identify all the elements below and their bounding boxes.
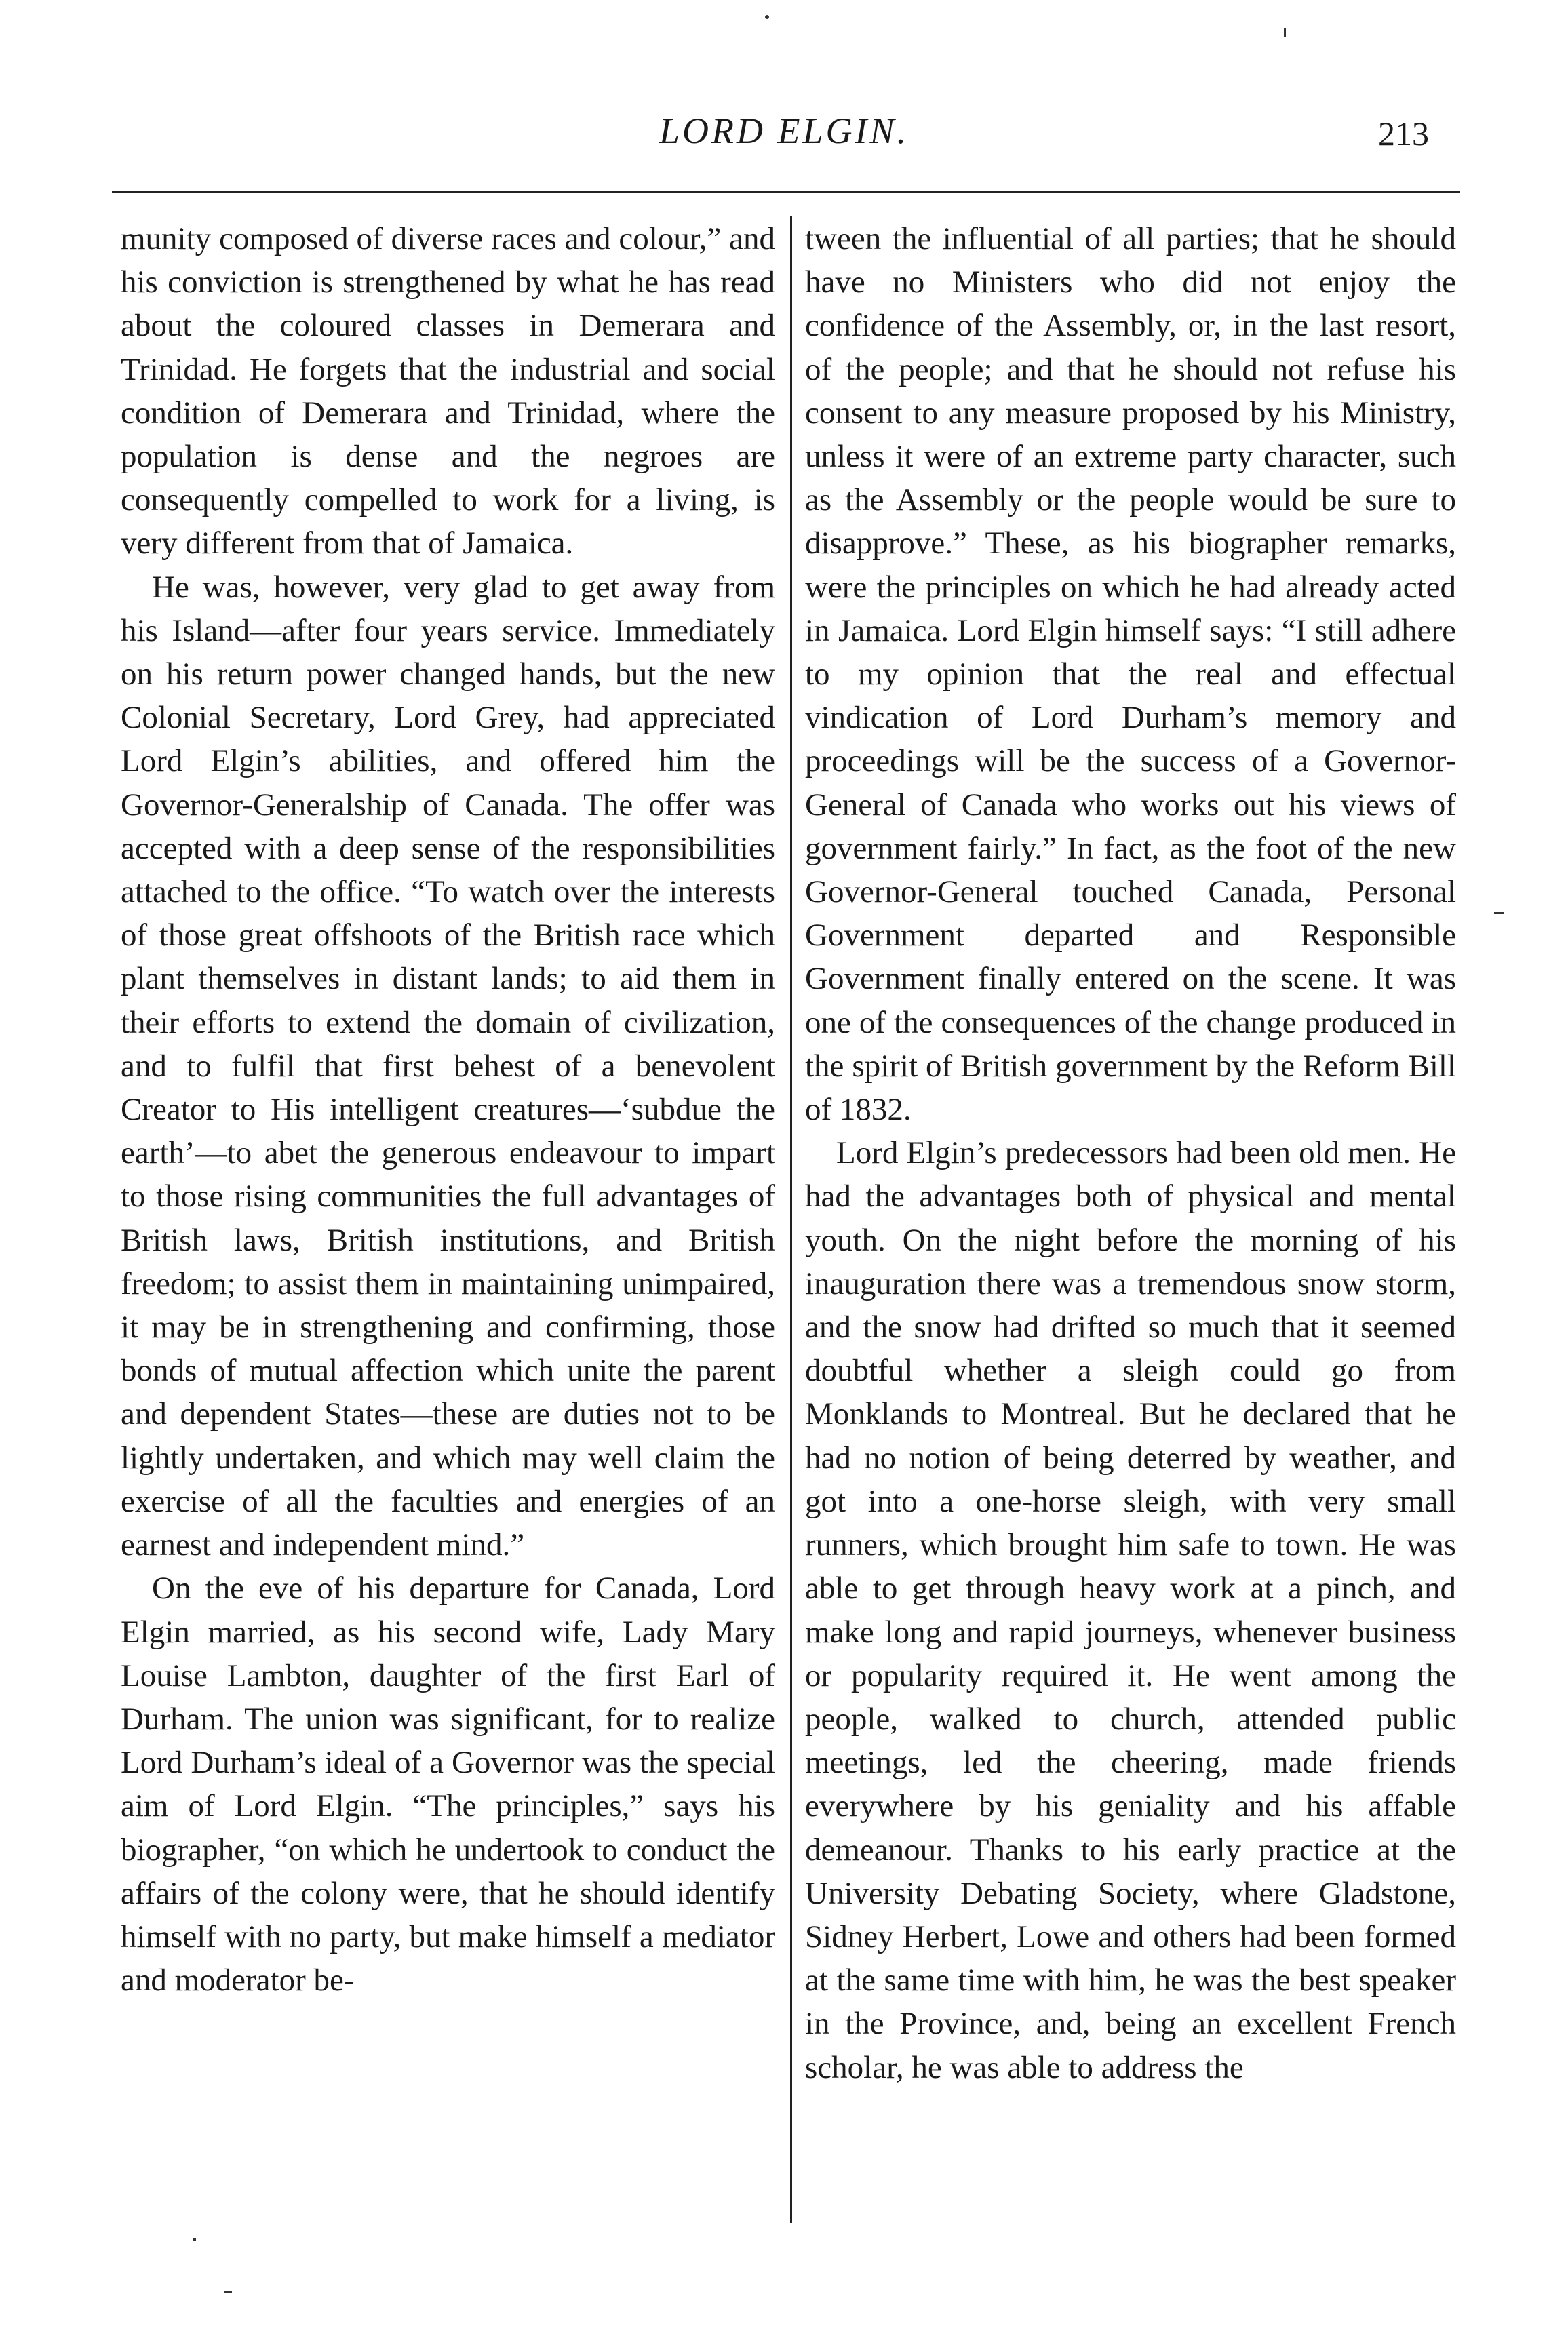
- scan-speck-foot: [224, 2291, 232, 2293]
- running-head: [0, 102, 1568, 163]
- left-paragraph-3: On the eve of his departure for Canada, Lord Elgin married, as his second wife, Lady Mary Louise Lambton, daughter of the first Earl of Durham. The union was significant, for to realize Lord Durham’s ideal of a Governor was the special aim of Lord Elgin. “The principles,” says his biographer, “on which he undertook to conduct the affairs of the colony were, that he should identify himself with no party, but make himself a mediator and moderator be-: [121, 1571, 775, 1999]
- left-paragraph-1: munity composed of diverse races and colour,” and his conviction is strengthened by what he has read about the coloured classes in Demerara and Trinidad. He forgets that the industrial and social condition of Demerara and Trinidad, where the population is dense and the negroes are consequently compelled to work for a living, is very different from that of Jamaica.: [121, 221, 775, 562]
- running-title: LORD ELGIN.: [659, 111, 909, 151]
- right-column: [805, 217, 1456, 2089]
- left-column: [121, 217, 775, 2002]
- scan-speck-top: [765, 15, 769, 19]
- right-paragraph-1: tween the influential of all parties; that he should have no Ministers who did not enjoy the confidence of the Assembly, or, in the last resort, of the people; and that he should not refuse his consent to any measure proposed by his Ministry, unless it were of an extreme party character, such as the Assembly or the people would be sure to disapprove.” These, as his biographer remarks, were the principles on which he had already acted in Jamaica. Lord Elgin himself says: “I still adhere to my opinion that the real and effectual vindication of Lord Durham’s memory and proceedings will be the success of a Governor-General of Canada who works out his views of government fairly.” In fact, as the foot of the new Governor-General touched Canada, Personal Government departed and Responsible Government finally entered on the scene. It was one of the consequences of the change produced in the spirit of British government by the Reform Bill of 1832.: [805, 221, 1456, 1128]
- page-number: 213: [1378, 115, 1429, 153]
- header-rule: [112, 191, 1460, 193]
- scan-speck-right: [1284, 28, 1286, 37]
- left-paragraph-2: He was, however, very glad to get away from his Island—after four years service. Immediately on his return power changed hands, but the new Colonial Secretary, Lord Grey, had appreciated Lord Elgin’s abilities, and offered him the Governor-Generalship of Canada. The offer was accepted with a deep sense of the responsibilities attached to the office. “To watch over the interests of those great offshoots of the British race which plant themselves in distant lands; to aid them in their efforts to extend the domain of civilization, and to fulfil that first behest of a benevolent Creator to His intelligent creatures—‘subdue the earth’—to abet the generous endeavour to impart to those rising communities the full advantages of British laws, British institutions, and British freedom; to assist them in maintaining unimpaired, it may be in strengthening and confirming, those bonds of mutual affection which unite the parent and dependent States—these are duties not to be lightly undertaken, and which may well claim the exercise of all the faculties and energies of an earnest and independent mind.”: [121, 569, 775, 1563]
- column-divider: [790, 216, 792, 2223]
- scan-speck-bottom: [193, 2238, 196, 2241]
- right-paragraph-2: Lord Elgin’s predecessors had been old men. He had the advantages both of physical and mental youth. On the night before the morning of his inauguration there was a tremendous snow storm, and the snow had drifted so much that it seemed doubtful whether a sleigh could go from Monklands to Montreal. But he declared that he had no notion of being deterred by weather, and got into a one-horse sleigh, with very small runners, which brought him safe to town. He was able to get through heavy work at a pinch, and make long and rapid journeys, whenever business or popularity required it. He went among the people, walked to church, attended public meetings, led the cheering, made friends everywhere by his geniality and his affable demeanour. Thanks to his early practice at the University Debating Society, where Gladstone, Sidney Herbert, Lowe and others had been formed at the same time with him, he was the best speaker in the Province, and, being an excellent French scholar, he was able to address the: [805, 1135, 1456, 2085]
- scan-speck-margin: [1494, 912, 1504, 914]
